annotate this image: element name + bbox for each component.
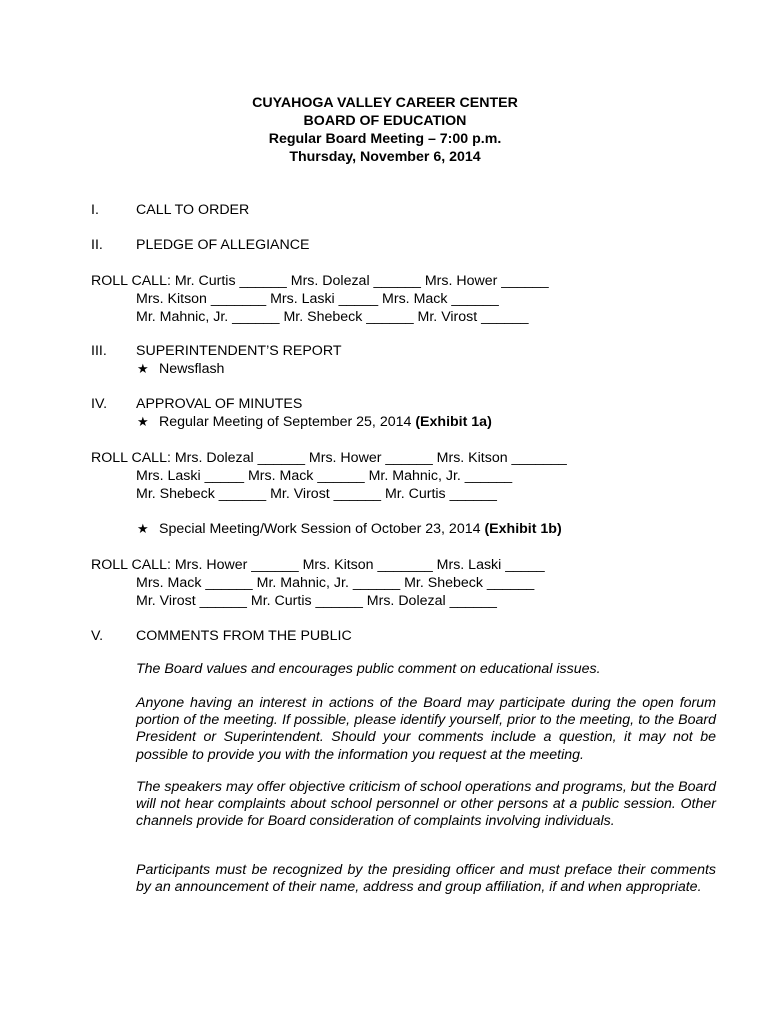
exhibit-1b: (Exhibit 1b) (484, 521, 562, 537)
board-name: BOARD OF EDUCATION (303, 113, 467, 129)
newsflash-label: Newsflash (159, 361, 225, 377)
section-3-number: III. (91, 343, 107, 359)
rollcall-1-line-3: Mr. Mahnic, Jr. ______ Mr. Shebeck ______ Mr. Virost ______ (136, 309, 529, 325)
rollcall-3-line-2: Mrs. Mack ______ Mr. Mahnic, Jr. ______ Mr. Shebeck ______ (136, 575, 535, 591)
section-1-title: CALL TO ORDER (136, 202, 250, 218)
section-3-title: SUPERINTENDENT’S REPORT (136, 343, 342, 359)
rollcall-2-line-1: ROLL CALL: Mrs. Dolezal ______ Mrs. Hower ______ Mrs. Kitson _______ (91, 450, 567, 466)
comments-paragraph-4: Participants must be recognized by the presiding officer and must preface their comments by an announcement of their name, address and group affiliation, if and when appropriate. (136, 862, 716, 896)
comments-paragraph-3: The speakers may offer objective criticism of school operations and programs, but the Board will not hear complaints about school personnel or other persons at a public session. Other channels provide for Board consideration of complaints involving individuals. (136, 779, 716, 830)
rollcall-2-line-3: Mr. Shebeck ______ Mr. Virost ______ Mr. Curtis ______ (136, 486, 497, 502)
star-bullet-icon: ★ (137, 414, 149, 429)
rollcall-1-line-2: Mrs. Kitson _______ Mrs. Laski _____ Mrs. Mack ______ (136, 291, 499, 307)
star-bullet-icon: ★ (137, 361, 149, 376)
rollcall-1-line-1: ROLL CALL: Mr. Curtis ______ Mrs. Dolezal ______ Mrs. Hower ______ (91, 273, 549, 289)
star-bullet-icon: ★ (137, 521, 149, 536)
minutes-item-2 (137, 520, 562, 538)
section-2-number: II. (91, 237, 103, 253)
comments-paragraph-2: Anyone having an interest in actions of the Board may participate during the open forum portion of the meeting. If possible, please identify yourself, prior to the meeting, to the Board President or Superintendent. Should your comments include a question, it may not be possible to provide you with the information you request at the meeting. (136, 695, 716, 763)
org-name: CUYAHOGA VALLEY CAREER CENTER (252, 95, 518, 111)
section-4-number: IV. (91, 396, 108, 412)
minutes-item-1 (137, 413, 492, 431)
exhibit-1a: (Exhibit 1a) (415, 414, 492, 430)
section-5-number: V. (91, 628, 104, 644)
section-4-title: APPROVAL OF MINUTES (136, 396, 303, 412)
section-5-title: COMMENTS FROM THE PUBLIC (136, 628, 352, 644)
minutes-item-1-text: Regular Meeting of September 25, 2014 (159, 414, 416, 430)
meeting-type: Regular Board Meeting – 7:00 p.m. (268, 131, 502, 147)
section-1-number: I. (91, 202, 99, 218)
meeting-date: Thursday, November 6, 2014 (289, 149, 481, 165)
section-2-title: PLEDGE OF ALLEGIANCE (136, 237, 310, 253)
rollcall-2-line-2: Mrs. Laski _____ Mrs. Mack ______ Mr. Mahnic, Jr. ______ (136, 468, 513, 484)
rollcall-3-line-3: Mr. Virost ______ Mr. Curtis ______ Mrs. Dolezal ______ (136, 593, 497, 609)
comments-paragraph-1: The Board values and encourages public comment on educational issues. (136, 661, 601, 677)
section-3-item (137, 360, 224, 378)
rollcall-3-line-1: ROLL CALL: Mrs. Hower ______ Mrs. Kitson _______ Mrs. Laski _____ (91, 557, 545, 573)
minutes-item-2-text: Special Meeting/Work Session of October 23, 2014 (159, 521, 485, 537)
